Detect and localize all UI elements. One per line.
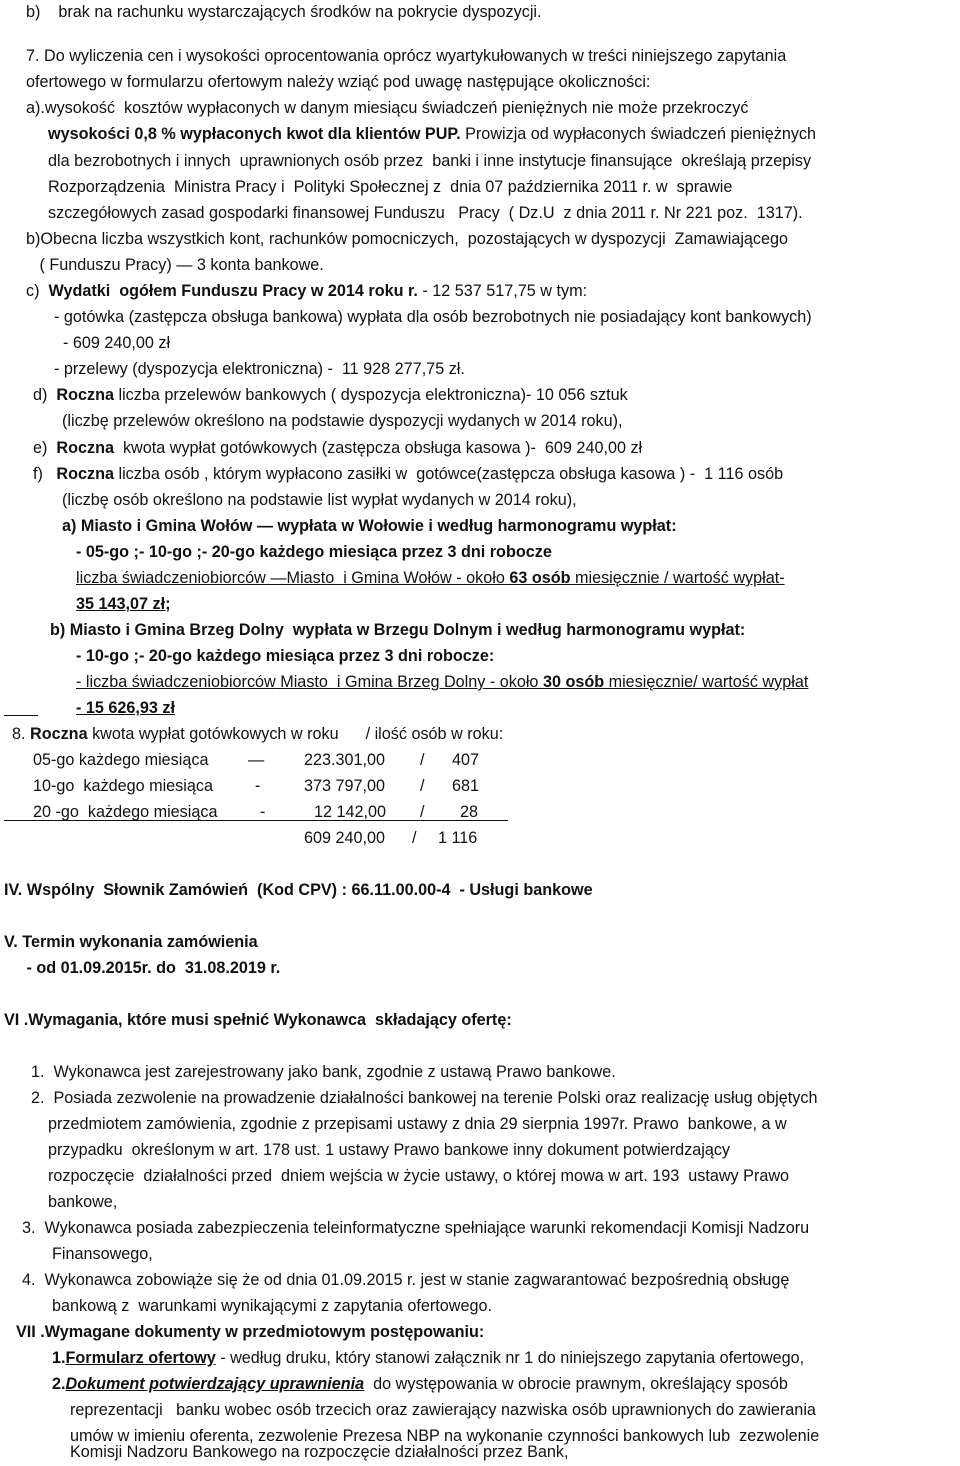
item-b-line-1: b)Obecna liczba wszystkich kont, rachunków pomocniczych, pozostających w dyspozycji Zamawiającego: [26, 230, 789, 248]
req-item-4: 4. Wykonawca zobowiąże się że od dnia 01.09.2015 r. jest w stanie zagwarantować bezpośrednią obsługę: [22, 1271, 790, 1289]
table-row-amount: 12 142,00: [314, 803, 387, 821]
underline-mark: [4, 698, 38, 716]
section-8-rest: kwota wypłat gotówkowych w roku / ilość osób w roku:: [87, 725, 504, 743]
table-row-sep: —: [248, 751, 265, 769]
req-item-1: 1. Wykonawca jest zarejestrowany jako bank, zgodnie z ustawą Prawo bankowe.: [31, 1063, 616, 1081]
table-row-slash: /: [420, 777, 425, 795]
item-d-bold: Roczna: [56, 386, 114, 404]
doc-item-2-cont: Komisji Nadzoru Bankowego na rozpoczęcie działalności przez Bank,: [70, 1443, 569, 1461]
item-c-line-3: - 609 240,00 zł: [54, 334, 171, 352]
subitem-b-brzeg-amount: - 15 626,93 zł: [76, 699, 175, 717]
brzeg-beneficiaries-city: Miasto i Gmina Brzeg Dolny - około: [275, 673, 543, 691]
doc-item-2-number: 2.: [52, 1375, 66, 1393]
table-row-sep: -: [260, 803, 266, 821]
item-b-line-2: ( Funduszu Pracy) — 3 konta bankowe.: [26, 256, 324, 274]
item-d-line-1: [33, 385, 628, 405]
item-a-line-4: Rozporządzenia Ministra Pracy i Polityki Społecznej z dnia 07 października 2011 r. w sprawie: [48, 178, 733, 196]
item-c-line-1: [26, 281, 587, 301]
table-row-label: 10-go każdego miesiąca: [33, 777, 213, 795]
item-f-bold: Roczna: [56, 465, 114, 483]
doc-item-2: [52, 1374, 788, 1394]
doc-item-2-cont: reprezentacji banku wobec osób trzecich oraz zawierający nazwiska osób uprawnionych do zawierania: [70, 1401, 816, 1419]
item-a-line-3: dla bezrobotnych i innych uprawnionych osób przez banki i inne instytucje finansujące określają przepisy: [48, 152, 812, 170]
item-d-prefix: d): [33, 386, 57, 404]
subitem-b-brzeg-beneficiaries: [76, 672, 808, 692]
item-c-line-4: - przelewy (dyspozycja elektroniczna) - 11 928 277,75 zł.: [54, 360, 465, 378]
table-row-amount: 223.301,00: [304, 751, 386, 769]
req-item-4-cont: bankową z warunkami wynikającymi z zapytania ofertowego.: [52, 1297, 492, 1315]
subitem-b-brzeg-title: b) Miasto i Gmina Brzeg Dolny wypłata w Brzegu Dolnym i według harmonogramu wypłat:: [50, 621, 746, 639]
wolow-beneficiaries-rest: miesięcznie / wartość wypłat-: [570, 569, 785, 587]
doc-item-1: [52, 1348, 804, 1368]
item-e-rest: kwota wypłat gotówkowych (zastępcza obsługa kasowa )- 609 240,00 zł: [113, 439, 643, 457]
brzeg-beneficiaries-rest: miesięcznie/ wartość wypłat: [604, 673, 809, 691]
item-e-prefix: e): [33, 439, 57, 457]
item-c-bold: Wydatki ogółem Funduszu Pracy w 2014 roku r.: [48, 282, 418, 300]
req-item-2-cont: przypadku określonym w art. 178 ust. 1 ustawy Prawo bankowe inny dokument potwierdzający: [48, 1141, 731, 1159]
req-item-2-cont: rozpoczęcie działalności przed dniem wejścia w życie ustawy, o której mowa w art. 193 ustawy Prawo: [48, 1167, 790, 1185]
item-c-prefix: c): [26, 282, 49, 300]
item-d-line-2: (liczbę przelewów określono na podstawie dyspozycji wydanych w 2014 roku),: [62, 412, 623, 430]
item-a-rest: Prowizja od wypłaconych świadczeń pieniężnych: [460, 125, 817, 143]
item-a-line-5: szczegółowych zasad gospodarki finansowej Funduszu Pracy ( Dz.U z dnia 2011 r. Nr 221 poz. 1317).: [48, 204, 803, 222]
item-f-rest: liczba osób , którym wypłacono zasiłki w gotówce(zastępcza obsługa kasowa ) - 1 116 osób: [113, 465, 784, 483]
doc-item-1-rest: - według druku, który stanowi załącznik nr 1 do niniejszego zapytania ofertowego,: [215, 1349, 805, 1367]
section-iv-cpv: IV. Wspólny Słownik Zamówień (Kod CPV) : 66.11.00.00-4 - Usługi bankowe: [4, 881, 593, 899]
section-7-line-1: 7. Do wyliczenia cen i wysokości oprocentowania oprócz wyartykułowanych w treści niniejszego zapytania: [26, 47, 787, 65]
req-item-3-cont: Finansowego,: [52, 1245, 153, 1263]
table-row-label: 05-go każdego miesiąca: [33, 751, 209, 769]
section-vii-title: VII .Wymagane dokumenty w przedmiotowym postępowaniu:: [16, 1323, 485, 1341]
section-v-title: V. Termin wykonania zamówienia: [4, 933, 258, 951]
table-total-count: 1 116: [438, 829, 478, 847]
doc-item-1-number: 1.: [52, 1349, 66, 1367]
table-row-count: 681: [452, 777, 480, 795]
table-row-sep: -: [255, 777, 261, 795]
table-row-slash: /: [420, 803, 425, 821]
table-row-count: 28: [460, 803, 479, 821]
item-b-insufficient-funds: b) brak na rachunku wystarczających środków na pokrycie dyspozycji.: [26, 3, 542, 21]
req-item-2: 2. Posiada zezwolenie na prowadzenie działalności bankowej na terenie Polski oraz realizację usług objętych: [31, 1089, 818, 1107]
section-8-heading: [12, 724, 503, 744]
item-f-line-1: [33, 464, 783, 484]
table-total-slash: /: [412, 829, 417, 847]
section-v-date: - od 01.09.2015r. do 31.08.2019 r.: [22, 959, 281, 977]
subitem-a-wolow-beneficiaries: [76, 568, 785, 588]
item-a-bold: wysokości 0,8 % wypłaconych kwot dla klientów PUP.: [48, 125, 461, 143]
brzeg-beneficiaries-text: - liczba świadczeniobiorców: [76, 673, 276, 691]
doc-item-1-title: Formularz ofertowy: [65, 1349, 216, 1367]
item-a-line-2: [48, 124, 816, 144]
table-row-count: 407: [452, 751, 480, 769]
table-row-slash: /: [420, 751, 425, 769]
item-d-rest: liczba przelewów bankowych ( dyspozycja elektroniczna)- 10 056 sztuk: [113, 386, 628, 404]
table-total-amount: 609 240,00: [304, 829, 386, 847]
section-8-number: 8.: [12, 725, 30, 743]
item-f-prefix: f): [33, 465, 57, 483]
item-f-line-2: (liczbę osób określono na podstawie list wypłat wydanych w 2014 roku),: [62, 491, 577, 509]
brzeg-beneficiaries-count: 30 osób: [542, 673, 605, 691]
wolow-beneficiaries-text: liczba świadczeniobiorców —Miasto i Gmina Wołów - około: [76, 569, 510, 587]
item-c-line-2: - gotówka (zastępcza obsługa bankowa) wypłata dla osób bezrobotnych nie posiadający kont bankowych): [54, 308, 812, 326]
doc-item-2-rest: do występowania w obrocie prawnym, określający sposób: [364, 1375, 788, 1393]
subitem-a-wolow-title: a) Miasto i Gmina Wołów — wypłata w Wołowie i według harmonogramu wypłat:: [62, 517, 677, 535]
table-row-amount: 373 797,00: [304, 777, 386, 795]
req-item-2-cont: bankowe,: [48, 1193, 118, 1211]
subitem-b-brzeg-schedule: - 10-go ;- 20-go każdego miesiąca przez 3 dni robocze:: [76, 647, 495, 665]
req-item-3: 3. Wykonawca posiada zabezpieczenia teleinformatyczne spełniające warunki rekomendacji Komisji Nadzoru: [22, 1219, 810, 1237]
wolow-beneficiaries-count: 63 osób: [509, 569, 571, 587]
table-row-label: 20 -go każdego miesiąca: [33, 803, 218, 821]
section-8-bold: Roczna: [30, 725, 88, 743]
subitem-a-wolow-schedule: - 05-go ;- 10-go ;- 20-go każdego miesiąca przez 3 dni robocze: [76, 543, 552, 561]
item-c-rest: - 12 537 517,75 w tym:: [417, 282, 588, 300]
item-e-line-1: [33, 438, 642, 458]
doc-item-2-title: Dokument potwierdzający uprawnienia: [65, 1375, 365, 1393]
req-item-2-cont: przedmiotem zamówienia, zgodnie z przepisami ustawy z dnia 29 sierpnia 1997r. Prawo bankowe, a w: [48, 1115, 787, 1133]
item-e-bold: Roczna: [56, 439, 114, 457]
doc-item-2-cont: umów w imieniu oferenta, zezwolenie Prezesa NBP na wykonanie czynności bankowych lub zezwolenie: [70, 1427, 820, 1445]
section-vi-title: VI .Wymagania, które musi spełnić Wykonawca składający ofertę:: [4, 1011, 512, 1029]
section-7-line-2: ofertowego w formularzu ofertowym należy wziąć pod uwagę następujące okoliczności:: [26, 73, 651, 91]
subitem-a-wolow-amount: 35 143,07 zł;: [76, 595, 171, 613]
item-a-line-1: a).wysokość kosztów wypłaconych w danym miesiącu świadczeń pieniężnych nie może przekroczyć: [26, 99, 749, 117]
